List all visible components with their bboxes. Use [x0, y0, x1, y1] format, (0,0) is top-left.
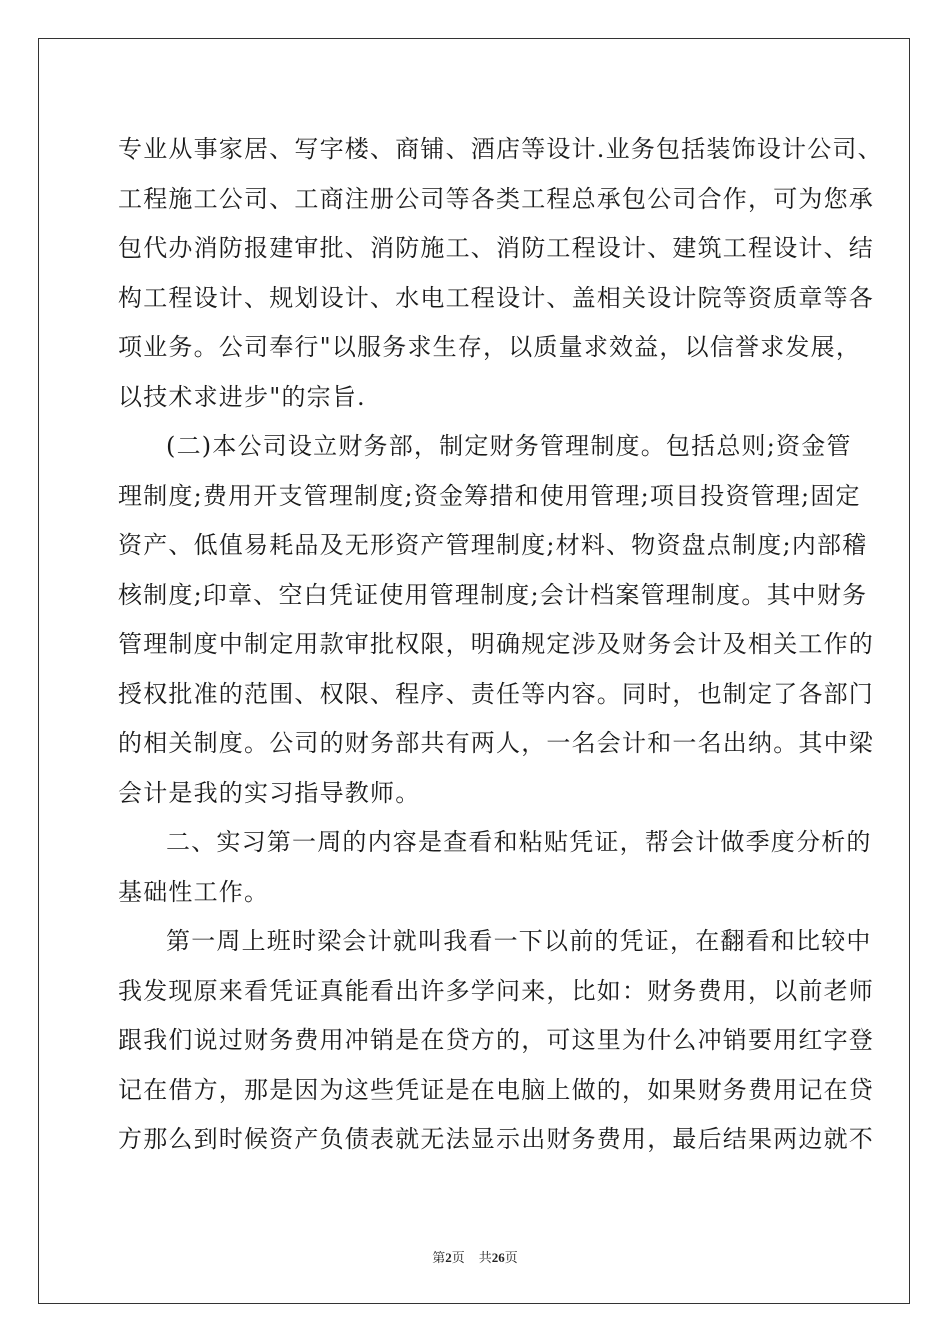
text-line: 跟我们说过财务费用冲销是在贷方的，可这里为什么冲销要用红字登: [118, 1026, 874, 1054]
total-prefix: 共: [478, 1250, 492, 1265]
page-footer: [0, 1247, 950, 1266]
text-line: 授权批准的范围、权限、程序、责任等内容。同时，也制定了各部门: [118, 679, 874, 708]
text-line: 二、实习第一周的内容是查看和粘贴凭证，帮会计做季度分析的: [166, 828, 872, 856]
text-line: 核制度;印章、空白凭证使用管理制度;会计档案管理制度。其中财务: [118, 580, 868, 609]
page-prefix: 第: [432, 1250, 446, 1265]
text-line: 管理制度中制定用款审批权限，明确规定涉及财务会计及相关工作的: [118, 630, 874, 658]
text-line: 资产、低值易耗品及无形资产管理制度;材料、物资盘点制度;内部稽: [118, 531, 868, 559]
document-body: [118, 125, 883, 1165]
text-line: 工程施工公司、工商注册公司等各类工程总承包公司合作，可为您承: [118, 184, 874, 213]
text-line: 构工程设计、规划设计、水电工程设计、盖相关设计院等资质章等各: [118, 283, 874, 312]
text-line: 项业务。公司奉行"以服务求生存，以质量求效益，以信誉求发展，: [118, 333, 862, 361]
total-suffix: 页: [504, 1250, 518, 1265]
paragraph-voucher-review: [118, 917, 874, 1165]
text-line: 理制度;费用开支管理制度;资金筹措和使用管理;项目投资管理;固定: [118, 481, 861, 510]
paragraph-finance-department: [118, 422, 874, 818]
page-number: 2: [445, 1250, 452, 1265]
text-line: 记在借方，那是因为这些凭证是在电脑上做的，如果财务费用记在贷: [118, 1075, 874, 1104]
text-line: 专业从事家居、写字楼、商铺、酒店等设计.业务包括装饰设计公司、: [118, 135, 883, 163]
text-line: (二)本公司设立财务部，制定财务管理制度。包括总则;资金管: [166, 432, 852, 460]
text-line: 包代办消防报建审批、消防施工、消防工程设计、建筑工程设计、结: [118, 234, 874, 262]
total-pages: 26: [491, 1250, 505, 1265]
text-line: 会计是我的实习指导教师。: [118, 778, 421, 807]
text-line: 方那么到时候资产负债表就无法显示出财务费用，最后结果两边就不: [118, 1125, 874, 1153]
text-line: 我发现原来看凭证真能看出许多学问来，比如：财务费用，以前老师: [118, 976, 874, 1005]
page-suffix: 页: [451, 1250, 465, 1265]
text-line: 第一周上班时梁会计就叫我看一下以前的凭证，在翻看和比较中: [166, 927, 872, 955]
text-line: 以技术求进步"的宗旨.: [118, 382, 366, 411]
text-line: 的相关制度。公司的财务部共有两人，一名会计和一名出纳。其中梁: [118, 729, 874, 757]
text-line: 基础性工作。: [118, 877, 270, 906]
paragraph-company-intro: [118, 125, 883, 422]
paragraph-first-week: [118, 818, 872, 917]
